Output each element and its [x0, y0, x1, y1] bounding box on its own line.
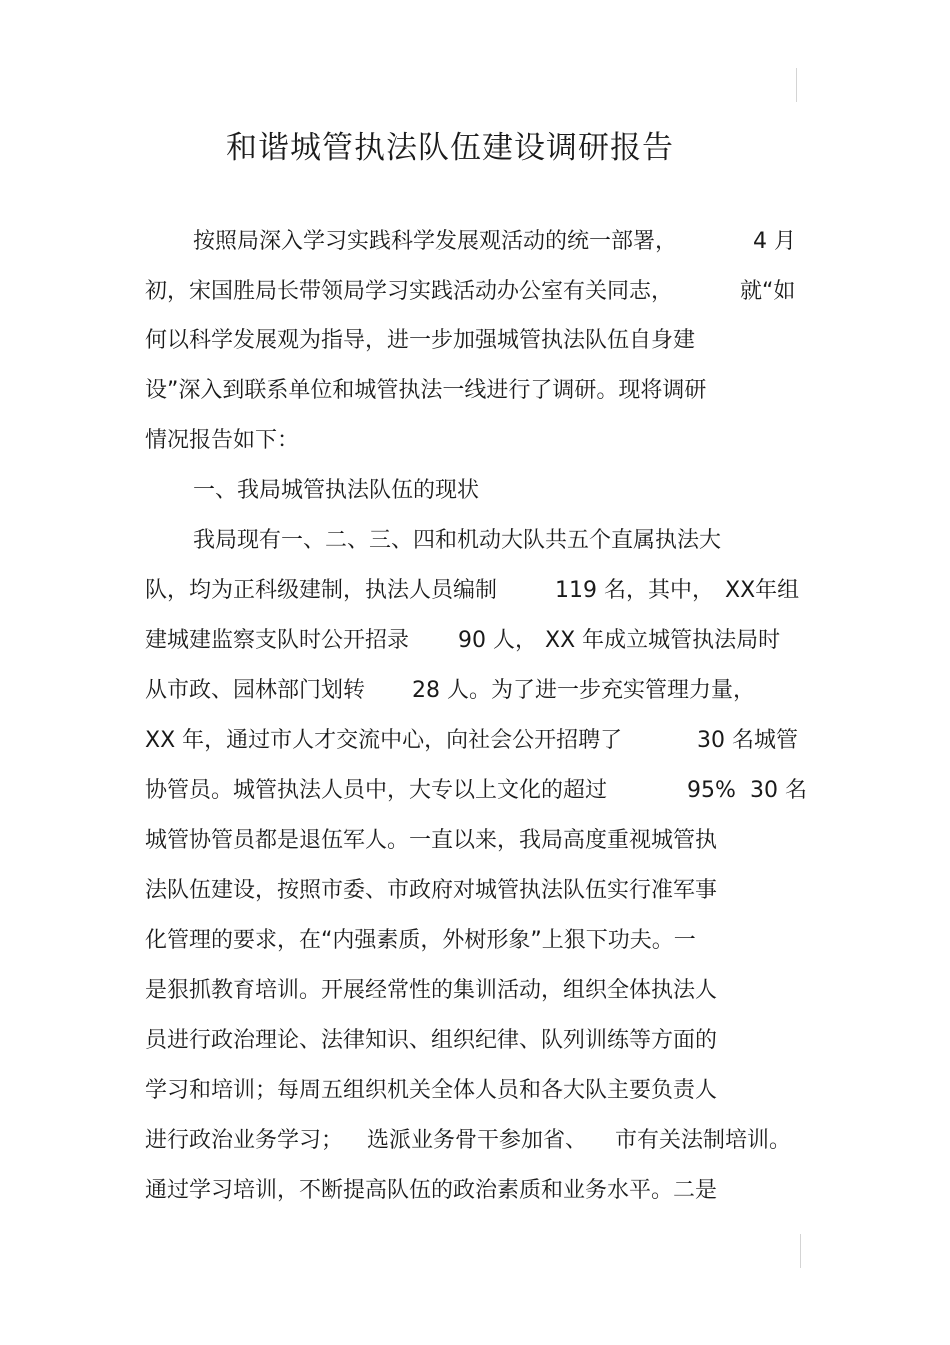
- text-line: 设”深入到联系单位和城管执法一线进行了调研。现将调研: [145, 378, 707, 403]
- text-fragment: 选派业务骨干参加省、: [367, 1128, 588, 1153]
- text-fragment: 协管员。城管执法人员中，大专以上文化的超过: [145, 778, 608, 803]
- section-heading: 一、我局城管执法队伍的现状: [193, 478, 480, 503]
- text-line: 我局现有一、二、三、四和机动大队共五个直属执法大: [193, 528, 722, 553]
- text-line: 员进行政治理论、法律知识、组织纪律、队列训练等方面的: [145, 1028, 718, 1053]
- text-fragment: 初，宋国胜局长带领局学习实践活动办公室有关同志，: [145, 279, 674, 304]
- text-fragment: XX 年，通过市人才交流中心，向社会公开招聘了: [145, 728, 623, 753]
- text-fragment: 从市政、园林部门划转: [145, 678, 366, 703]
- text-line: 化管理的要求，在“内强素质，外树形象”上狠下功夫。一: [145, 928, 696, 953]
- text-fragment: 按照局深入学习实践科学发展观活动的统一部署，: [193, 229, 678, 254]
- text-fragment: 就“如: [740, 279, 796, 304]
- text-line: 是狠抓教育培训。开展经常性的集训活动，组织全体执法人: [145, 978, 718, 1003]
- text-fragment: 28 人。为了进一步充实管理力量，: [412, 678, 755, 703]
- text-fragment: 30 名城管: [697, 728, 798, 753]
- text-fragment: 进行政治业务学习；: [145, 1128, 344, 1153]
- text-fragment: 95%: [687, 778, 736, 803]
- text-fragment: 30 名: [750, 778, 807, 803]
- text-fragment: 队，均为正科级建制，执法人员编制: [145, 578, 498, 603]
- text-fragment: 建城建监察支队时公开招录: [145, 628, 410, 653]
- text-fragment: XX 年成立城管执法局时: [545, 628, 781, 653]
- text-line: 情况报告如下：: [145, 428, 300, 453]
- text-line: 城管协管员都是退伍军人。一直以来，我局高度重视城管执: [145, 828, 718, 853]
- text-fragment: 119 名，其中，: [555, 578, 714, 603]
- text-fragment: 市有关法制培训。: [615, 1128, 792, 1153]
- text-line: 通过学习培训，不断提高队伍的政治素质和业务水平。二是: [145, 1178, 718, 1203]
- text-line: 法队伍建设，按照市委、市政府对城管执法队伍实行准军事: [145, 878, 718, 903]
- text-fragment: XX年组: [725, 578, 800, 603]
- page-edge-mark-top: [796, 68, 797, 102]
- document-title: 和谐城管执法队伍建设调研报告: [226, 130, 674, 166]
- text-fragment: 4 月: [753, 229, 796, 254]
- text-fragment: 90 人，: [458, 628, 537, 653]
- text-line: 学习和培训；每周五组织机关全体人员和各大队主要负责人: [145, 1078, 718, 1103]
- page-edge-mark-bottom: [800, 1234, 801, 1268]
- text-line: 何以科学发展观为指导，进一步加强城管执法队伍自身建: [145, 328, 696, 353]
